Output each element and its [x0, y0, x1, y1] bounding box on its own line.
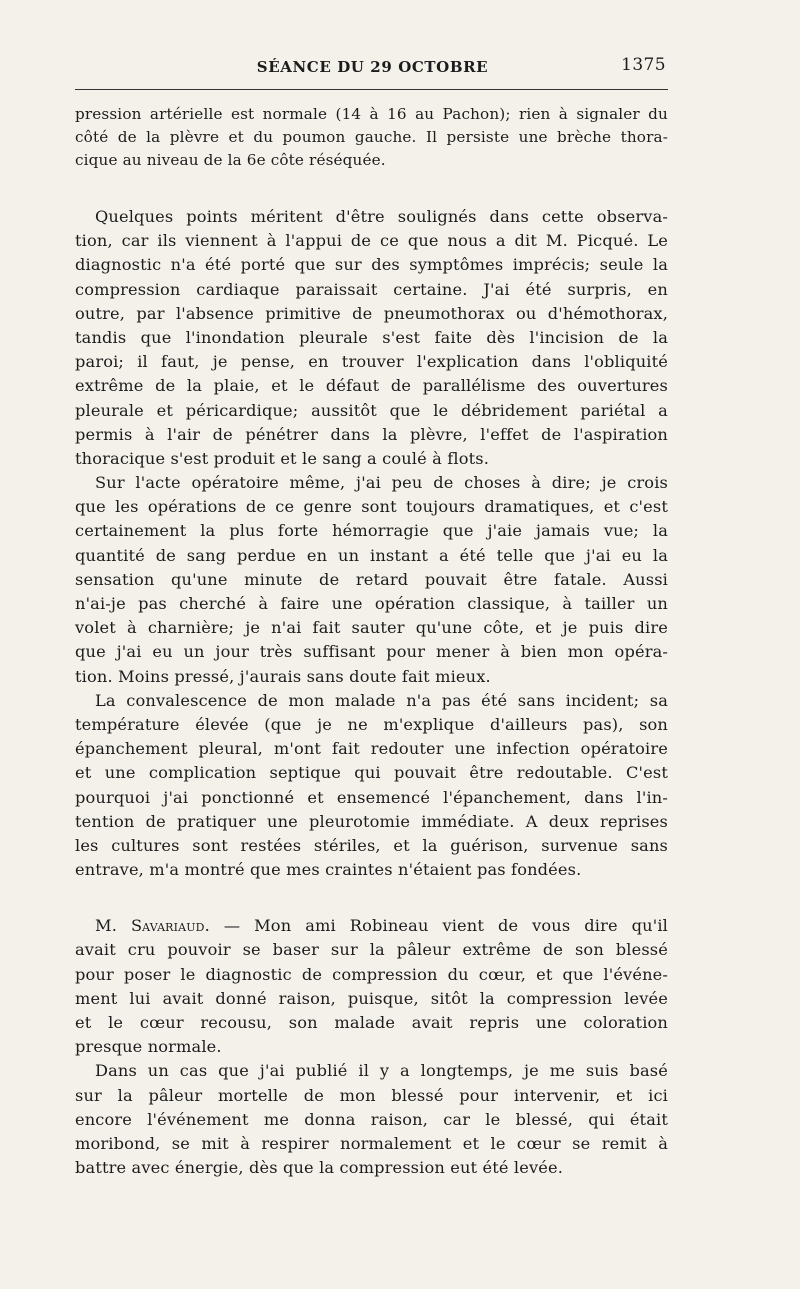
- text-line: presque normale.: [75, 1037, 222, 1057]
- body-text: [75, 103, 668, 1180]
- text-line: épanchement pleural, m'ont fait redouter une infection opératoire: [75, 739, 668, 759]
- text-line: pourquoi j'ai ponctionné et ensemencé l'épanchement, dans l'in-: [75, 787, 668, 807]
- text-line: et une complication septique qui pouvait être redoutable. C'est: [75, 763, 668, 783]
- page-header: [75, 55, 670, 81]
- text-line: moribond, se mit à respirer normalement et le cœur se remit à: [75, 1133, 668, 1153]
- text-line: tion. Moins pressé, j'aurais sans doute fait mieux.: [75, 666, 491, 686]
- text-line: quantité de sang perdue en un instant a été telle que j'ai eu la: [75, 545, 668, 565]
- text-line: compression cardiaque paraissait certaine. J'ai été surpris, en: [75, 279, 668, 299]
- paragraph-continuation: [75, 103, 668, 172]
- text-line: Sur l'acte opératoire même, j'ai peu de choses à dire; je crois: [95, 473, 668, 493]
- text-line: pour poser le diagnostic de compression du cœur, et que l'événe-: [75, 964, 668, 984]
- text-line: diagnostic n'a été porté que sur des symptômes imprécis; seule la: [75, 255, 668, 275]
- paragraph: [75, 471, 668, 689]
- text-line: volet à charnière; je n'ai fait sauter qu'une côte, et je puis dire: [75, 618, 668, 638]
- text-line: Quelques points méritent d'être soulignés dans cette observa-: [95, 207, 668, 226]
- paragraph: [75, 1059, 668, 1180]
- paragraph: [75, 689, 668, 883]
- text-line: certainement la plus forte hémorragie que j'aie jamais vue; la: [75, 521, 668, 541]
- text-line-with-speaker: [75, 914, 668, 938]
- text-line: n'ai-je pas cherché à faire une opération classique, à tailler un: [75, 594, 668, 613]
- text-line: permis à l'air de pénétrer dans la plèvre, l'effet de l'aspiration: [75, 424, 668, 444]
- speaker-paragraph: [75, 914, 668, 1059]
- text-line: sensation qu'une minute de retard pouvait être fatale. Aussi: [75, 569, 668, 589]
- text-line: avait cru pouvoir se baser sur la pâleur extrême de son blessé: [75, 940, 668, 960]
- page-number: 1375: [621, 55, 666, 75]
- text-line: les cultures sont restées stériles, et la guérison, survenue sans: [75, 835, 668, 855]
- header-rule: [75, 89, 668, 90]
- text-line: pleurale et péricardique; aussitôt que le débridement pariétal a: [75, 400, 668, 420]
- text-line: tion, car ils viennent à l'appui de ce que nous a dit M. Picqué. Le: [75, 231, 668, 251]
- text-line: sur la pâleur mortelle de mon blessé pour intervenir, et ici: [75, 1085, 668, 1105]
- text-line: que les opérations de ce genre sont toujours dramatiques, et c'est: [75, 497, 668, 517]
- text-line: ment lui avait donné raison, puisque, sitôt la compression levée: [75, 988, 668, 1008]
- text-line: paroi; il faut, je pense, en trouver l'explication dans l'obliquité: [75, 352, 668, 372]
- paragraph: [75, 205, 668, 471]
- text-line: tention de pratiquer une pleurotomie immédiate. A deux reprises: [75, 811, 668, 831]
- text-line: outre, par l'absence primitive de pneumothorax ou d'hémothorax,: [75, 303, 668, 323]
- text-line: battre avec énergie, dès que la compression eut été levée.: [75, 1158, 564, 1178]
- text-line: La convalescence de mon malade n'a pas été sans incident; sa: [95, 690, 668, 710]
- text-line: cique au niveau de la 6e côte réséquée.: [75, 151, 386, 169]
- text-line: pression artérielle est normale (14 à 16 au Pachon); rien à signaler du: [75, 105, 668, 123]
- text-line: que j'ai eu un jour très suffisant pour mener à bien mon opéra-: [75, 642, 668, 662]
- speaker-text: — Mon ami Robineau vient de vous dire qu'il: [209, 916, 668, 936]
- text-line: côté de la plèvre et du poumon gauche. Il persiste une brèche thora-: [75, 128, 668, 146]
- text-line: tandis que l'inondation pleurale s'est faite dès l'incision de la: [75, 327, 668, 347]
- speaker-name: M. Savariaud.: [95, 916, 210, 936]
- running-head: SÉANCE DU 29 OCTOBRE: [256, 58, 489, 76]
- text-line: Dans un cas que j'ai publié il y a longtemps, je me suis basé: [95, 1061, 668, 1081]
- text-line: température élevée (que je ne m'explique d'ailleurs pas), son: [75, 714, 668, 734]
- text-line: entrave, m'a montré que mes craintes n'étaient pas fondées.: [75, 860, 582, 880]
- text-line: thoracique s'est produit et le sang a coulé à flots.: [75, 448, 490, 468]
- text-line: et le cœur recousu, son malade avait repris une coloration: [75, 1013, 668, 1032]
- text-line: encore l'événement me donna raison, car le blessé, qui était: [75, 1109, 668, 1129]
- text-line: extrême de la plaie, et le défaut de parallélisme des ouvertures: [75, 376, 668, 396]
